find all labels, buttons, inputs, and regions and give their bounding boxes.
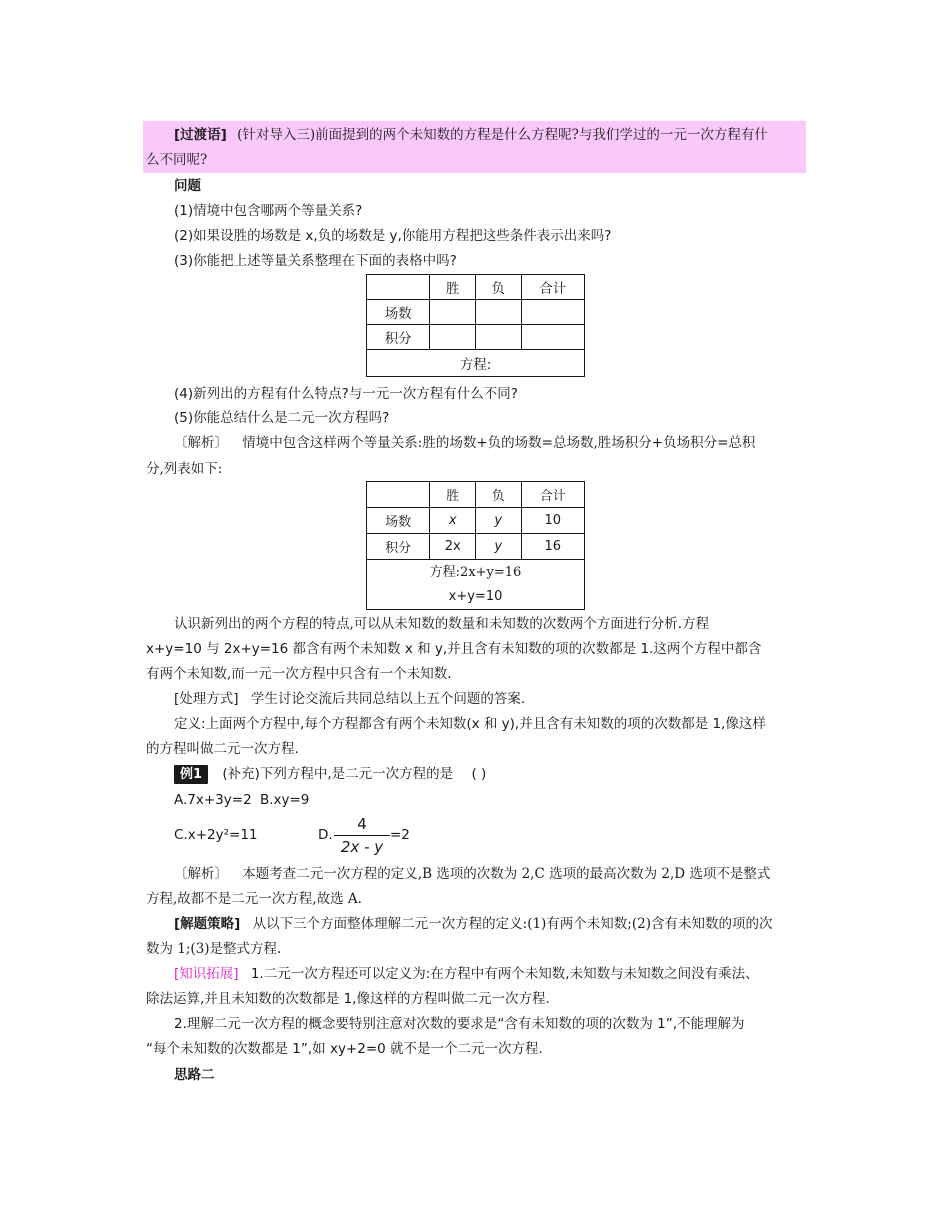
extension-p2-1: 2.理解二元一次方程的概念要特别注意对次数的要求是“含有未知数的项的次数为 1”,不能理解为: [174, 1016, 745, 1032]
process-text: 学生讨论交流后共同总结以上五个问题的答案.: [250, 691, 526, 707]
strategy-line-1: [174, 914, 772, 934]
process-line: [174, 689, 525, 709]
extension-p2-2: “每个未知数的次数都是 1”,如 xy+2=0 就不是一个二元一次方程.: [146, 1041, 543, 1057]
table-footer-cell: 方程:: [367, 350, 585, 377]
strategy-text-1: 从以下三个方面整体理解二元一次方程的定义:(1)有两个未知数;(2)含有未知数的项的次: [252, 916, 773, 932]
analysis-2-text-2: 方程,故都不是二元一次方程,故选 A.: [146, 891, 362, 907]
strategy-text-2: 数为 1;(3)是整式方程.: [146, 941, 282, 957]
table-equations-cell: [367, 560, 585, 610]
analysis-2-line-1: [174, 864, 770, 884]
table-cell: 负: [475, 482, 521, 508]
table-row: [367, 560, 585, 610]
table-row: [367, 275, 585, 300]
recognize-text-3: 有两个未知数,而一元一次方程中只含有一个未知数.: [146, 666, 452, 682]
table-row: [367, 300, 585, 325]
fraction-denominator: 2x - y: [340, 838, 384, 856]
table-empty: [366, 274, 585, 377]
option-d-suffix: =2: [390, 827, 410, 843]
table-cell: 16: [521, 534, 584, 560]
analysis-1-label: 〔解析〕: [174, 435, 228, 451]
table-row: [367, 350, 585, 377]
analysis-1-text-2: 分,列表如下:: [146, 461, 223, 477]
transition-text-2: 么不同呢?: [146, 152, 208, 168]
transition-text-1: (针对导入三)前面提到的两个未知数的方程是什么方程呢?与我们学过的一元一次方程有什: [237, 127, 768, 143]
table-row: [367, 508, 585, 534]
table-cell: [475, 300, 521, 325]
option-c: C.x+2y²=11: [174, 827, 258, 843]
transition-label: [过渡语]: [174, 127, 227, 143]
question-2: (2)如果设胜的场数是 x,负的场数是 y,你能用方程把这些条件表示出来吗?: [174, 228, 612, 244]
table-cell: 积分: [367, 534, 430, 560]
extension-p1-1: 1.二元一次方程还可以定义为:在方程中有两个未知数,未知数与未知数之间没有乘法、: [250, 966, 759, 982]
example-badge: 例1: [174, 765, 208, 784]
table-cell: 合计: [521, 482, 584, 508]
definition-text-1: 定义:上面两个方程中,每个方程都含有两个未知数(x 和 y),并且含有未知数的项的次数都是 1,像这样: [174, 716, 766, 732]
extension-p1-2: 除法运算,并且未知数的次数都是 1,像这样的方程叫做二元一次方程.: [146, 991, 550, 1007]
equation-2: x+y=10: [448, 588, 503, 604]
table-row: [367, 534, 585, 560]
table-cell: y: [475, 508, 521, 534]
table-cell: 积分: [367, 325, 430, 350]
table-cell: [367, 275, 430, 300]
table-cell: 合计: [521, 275, 584, 300]
transition-line-1: [174, 125, 768, 145]
analysis-1-text-1: 情境中包含这样两个等量关系:胜的场数+负的场数=总场数,胜场积分+负场积分=总积: [242, 435, 756, 451]
table-cell: y: [475, 534, 521, 560]
table-cell: 场数: [367, 300, 430, 325]
table-cell: [430, 325, 476, 350]
table-cell: x: [430, 508, 476, 534]
next-heading: 思路二: [174, 1067, 215, 1083]
table-cell: 2x: [430, 534, 476, 560]
recognize-text-2: x+y=10 与 2x+y=16 都含有两个未知数 x 和 y,并且含有未知数的项的次数都是 1.这两个方程中都含: [146, 641, 762, 657]
option-d-fraction: [334, 814, 390, 857]
table-cell: 场数: [367, 508, 430, 534]
strategy-label: [解题策略]: [174, 916, 241, 932]
analysis-1-line-1: [174, 433, 755, 453]
question-4: (4)新列出的方程有什么特点?与一元一次方程有什么不同?: [174, 386, 518, 402]
table-cell: [521, 325, 584, 350]
table-cell: 胜: [430, 482, 476, 508]
analysis-2-text-1: 本题考查二元一次方程的定义,B 选项的次数为 2,C 选项的最高次数为 2,D 选项不是整式: [242, 866, 771, 882]
example-1-stem-line: [174, 764, 486, 784]
questions-heading: 问题: [174, 178, 201, 194]
table-cell: [475, 325, 521, 350]
extension-line-1: [174, 964, 759, 984]
analysis-2-label: 〔解析〕: [174, 866, 228, 882]
answer-blank: ( ): [471, 766, 487, 782]
table-cell: [367, 482, 430, 508]
table-filled: [366, 481, 585, 610]
fraction-bar: [334, 835, 390, 836]
table-cell: [430, 300, 476, 325]
table-cell: 胜: [430, 275, 476, 300]
equation-1: 方程:2x+y=16: [429, 564, 522, 580]
table-cell: 10: [521, 508, 584, 534]
table-row: [367, 325, 585, 350]
process-label: [处理方式]: [174, 691, 239, 707]
table-cell: 负: [475, 275, 521, 300]
table-row: [367, 482, 585, 508]
table-cell: [521, 300, 584, 325]
recognize-text-1: 认识新列出的两个方程的特点,可以从未知数的数量和未知数的次数两个方面进行分析.方程: [174, 616, 710, 632]
question-3: (3)你能把上述等量关系整理在下面的表格中吗?: [174, 253, 457, 269]
option-b: B.xy=9: [259, 792, 310, 808]
definition-text-2: 的方程叫做二元一次方程.: [146, 741, 299, 757]
option-a: A.7x+3y=2: [174, 792, 252, 808]
example-1-stem: (补充)下列方程中,是二元一次方程的是: [222, 766, 454, 782]
extension-label: [知识拓展]: [174, 966, 239, 982]
fraction-numerator: 4: [357, 815, 367, 833]
question-5: (5)你能总结什么是二元一次方程吗?: [174, 410, 390, 426]
example-1-options-ab: [174, 790, 309, 810]
option-d-prefix: D.: [318, 827, 333, 843]
question-1: (1)情境中包含哪两个等量关系?: [174, 203, 363, 219]
